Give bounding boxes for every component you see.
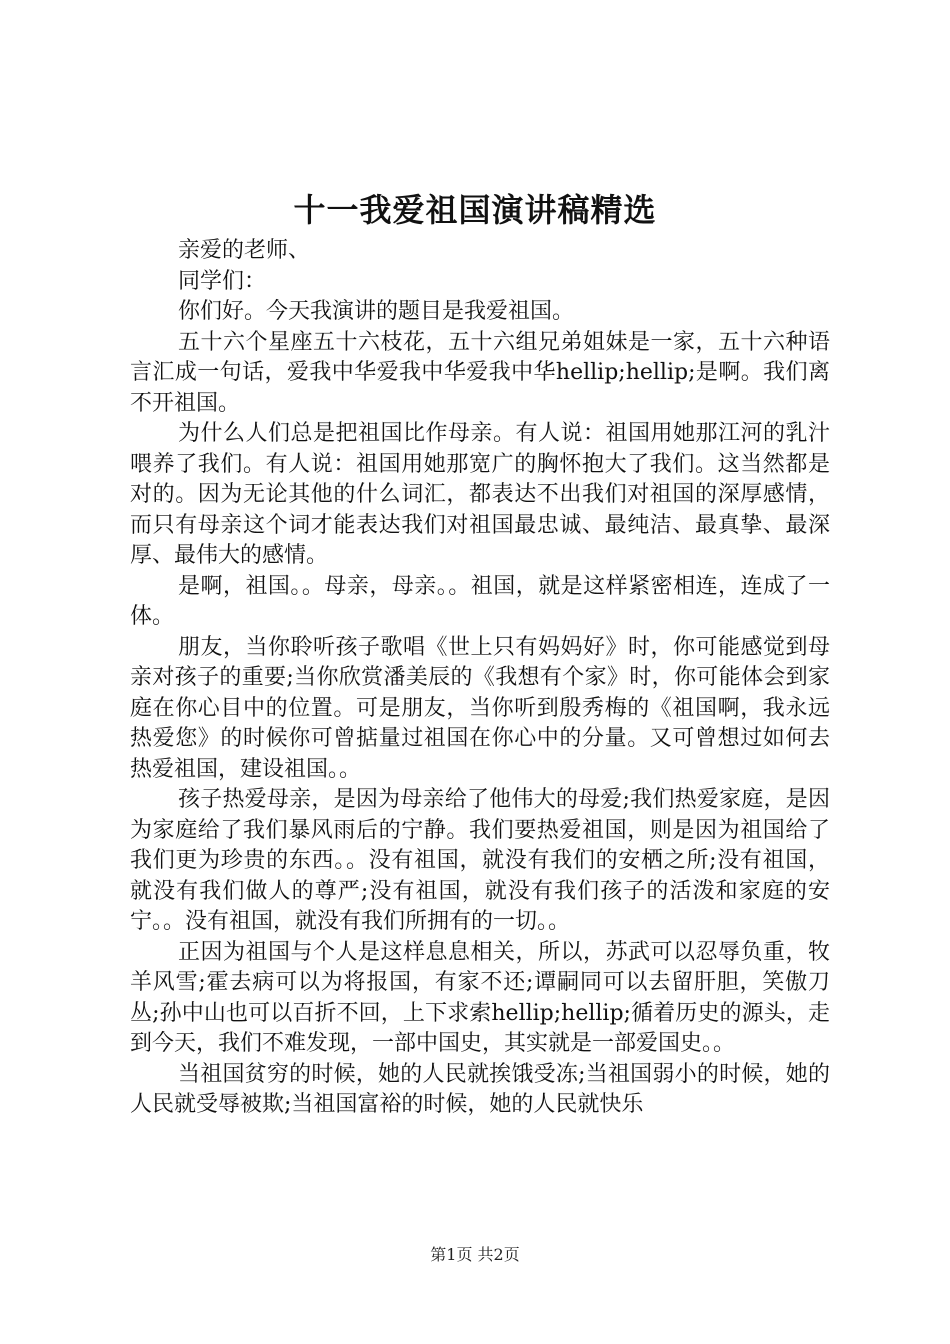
paragraph-greeting-2: 同学们： [178,268,267,294]
paragraph-greeting-1: 亲爱的老师、 [178,238,311,263]
paragraph-body: 是啊，祖国。。母亲，母亲。。祖国，就是这样紧密相连，连成了一体。 [130,573,830,629]
paragraph-body: 为什么人们总是把祖国比作母亲。有人说：祖国用她那江河的乳汁喂养了我们。有人说：祖国用她那宽广的胸怀抱大了我们。这当然都是对的。因为无论其他的什么词汇，都表达不出我们对祖国的深厚感情，而只有母亲这个词才能表达我们对祖国最忠诚、最纯洁、最真挚、最深厚、最伟大的感情。 [130,421,830,568]
paragraph-opening: 你们好。今天我演讲的题目是我爱祖国。 [178,299,575,324]
paragraph-body: 当祖国贫穷的时候，她的人民就挨饿受冻;当祖国弱小的时候，她的人民就受辱被欺;当祖国富裕的时候，她的人民就快乐 [130,1061,830,1117]
paragraph-body: 五十六个星座五十六枝花，五十六组兄弟姐妹是一家，五十六种语言汇成一句话，爱我中华爱我中华爱我中华hellip;hellip;是啊。我们离不开祖国。 [130,329,830,416]
paragraph-body: 正因为祖国与个人是这样息息相关，所以，苏武可以忍辱负重，牧羊风雪;霍去病可以为将报国，有家不还;谭嗣同可以去留肝胆，笑傲刀丛;孙中山也可以百折不回，上下求索hellip;hellip;循着历史的源头，走到今天，我们不难发现，一部中国史，其实就是一部爱国史。。 [130,939,830,1056]
document-title: 十一我爱祖国演讲稿精选 [293,191,657,229]
paragraph-body: 朋友，当你聆听孩子歌唱《世上只有妈妈好》时，你可能感觉到母亲对孩子的重要;当你欣赏潘美辰的《我想有个家》时，你可能体会到家庭在你心目中的位置。可是朋友，当你听到殷秀梅的《祖国啊，我永远热爱您》的时候你可曾掂量过祖国在你心中的分量。又可曾想过如何去热爱祖国，建设祖国。。 [130,634,830,782]
document-body [130,236,830,1121]
page-footer: 第1页 共2页 [430,1245,520,1264]
paragraph-body: 孩子热爱母亲，是因为母亲给了他伟大的母爱;我们热爱家庭，是因为家庭给了我们暴风雨后的宁静。我们要热爱祖国，则是因为祖国给了我们更为珍贵的东西。。没有祖国，就没有我们的安栖之所;没有祖国，就没有我们做人的尊严;没有祖国，就没有我们孩子的活泼和家庭的安宁。。没有祖国，就没有我们所拥有的一切。。 [130,787,830,934]
